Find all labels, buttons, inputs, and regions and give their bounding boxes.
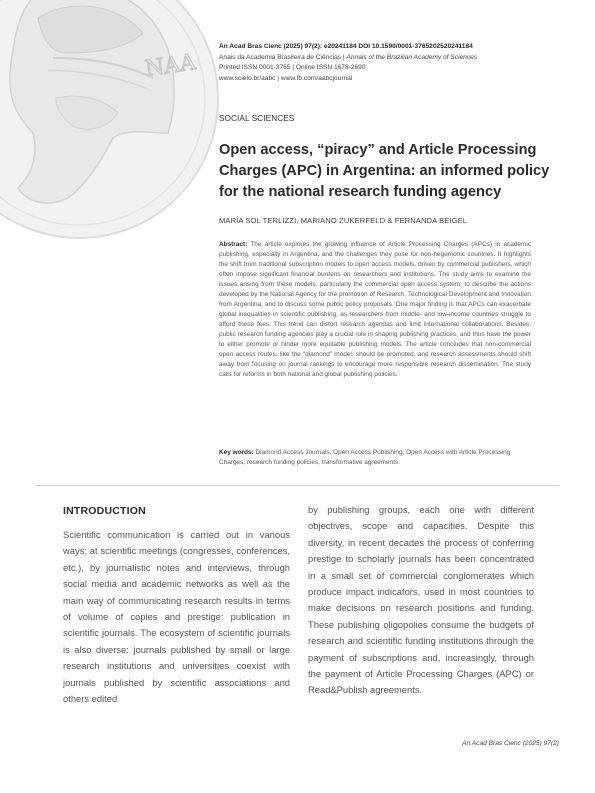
intro-column-left: Scientific communication is carried out in various ways: at scientific meetings (congresses, conferences, etc.), by journalistic notes and interviews, through social media and academic networks as well as the main way of communicating research results in terms of volume of copies and prestige: publication in scientific journals. The ecosystem of scientific journals is also diverse: journals published by small or large research institutions and universities coexist with journals published by scientific associations and others edited <box>63 529 290 705</box>
abstract-text: The article explores the growing influence of Article Processing Charges (APCs) in academic publishing, especially in Argentina, and the challenges they pose for non-hegemonic countries. It highlights the shift from traditional subscription models to open access models, driven by commercial publishers, which often impose significant financial burdens on researchers and institutions. The study aims to examine the issues arising from these models, particularly the commercial open access system, to describe the actions developed by the National Agency for the promotion of Research, Technological Development and Innovation from Argentina, and to discuss some public policy proposals. One major finding is that APCs can exacerbate global inequalities in scientific publishing, as researchers from middle- and low-income countries struggle to afford these fees. This trend can distort research agendas and limit international collaborations. Besides, public research funding agencies play a crucial role in shaping publishing practices, and thus have the power to either promote or hinder more equitable publishing models. The article concludes that non-commercial open access routes, like the “diamond” model, should be promoted, and research assessments should shift away from focusing on journal rankings to encourage more responsible research dissemination. The study calls for reforms in both national and global publishing policies. <box>219 241 531 378</box>
author-list: MARÍA SOL TERLIZZI, MARIANO ZUKERFELD & FERNANDA BEIGEL <box>219 216 468 225</box>
keywords-label: Key words: <box>219 449 254 456</box>
abstract-label: Abstract: <box>219 241 248 248</box>
page-footer: An Acad Bras Cienc (2025) 97(2) <box>462 740 559 747</box>
scielo-link[interactable]: www.scielo.br/aabc <box>219 74 276 82</box>
issn-line: Printed ISSN 0001-3765 | Online ISSN 1678-2690 <box>219 64 366 71</box>
article-title: Open access, “piracy” and Article Processing Charges (APC) in Argentina: an informed policy for the national research funding agency <box>219 142 550 200</box>
journal-name-pt: Anais da Academia Brasileira de Ciências <box>219 53 342 61</box>
journal-name-en: Annals of the Brazilian Academy of Sciences <box>346 53 478 61</box>
article-citation: An Acad Bras Cienc (2025) 97(2): e20241184 DOI 10.1590/0001-3765202520241184 <box>219 43 473 50</box>
journal-header: An Acad Bras Cienc (2025) 97(2): e20241184 DOI 10.1590/0001-3765202520241184 Anais da Academia Brasileira de Ciências | Annals of the Brazilian Academy of Sciences Printed ISSN 0001-3765 | Online ISSN 1678-2690 www.scielo.br/aabc | www.fb.com/aabcjournal <box>219 42 569 84</box>
intro-column-right: by publishing groups, each one with different objectives, scope and capacities. Despite this diversity, in recent decades the process of conferring prestige to scholarly journals has been concentrated in a small set of commercial conglomerates which produce impact indicators, used in most countries to make decisions on research positions and funding. These publishing oligopolies consume the budgets of research and scientific funding institutions through the payment of subscriptions and, increasingly, through the payment of Article Processing Charges (APC) or Read&Publish agreements. <box>308 504 534 696</box>
section-label: SOCIAL SCIENCES <box>219 114 295 123</box>
keywords-text: Diamond Access Journals, Open Access Publishing, Open Access with Article Processing Charges, research funding policies, transformative agreements. <box>219 449 511 466</box>
abstract <box>219 240 531 380</box>
svg-text:NAA: NAA <box>143 50 198 82</box>
section-divider <box>36 485 559 486</box>
introduction-heading: INTRODUCTION <box>63 505 146 517</box>
keywords <box>219 448 531 468</box>
academy-emblem-icon <box>0 0 220 240</box>
facebook-link[interactable]: www.fb.com/aabcjournal <box>280 74 353 82</box>
